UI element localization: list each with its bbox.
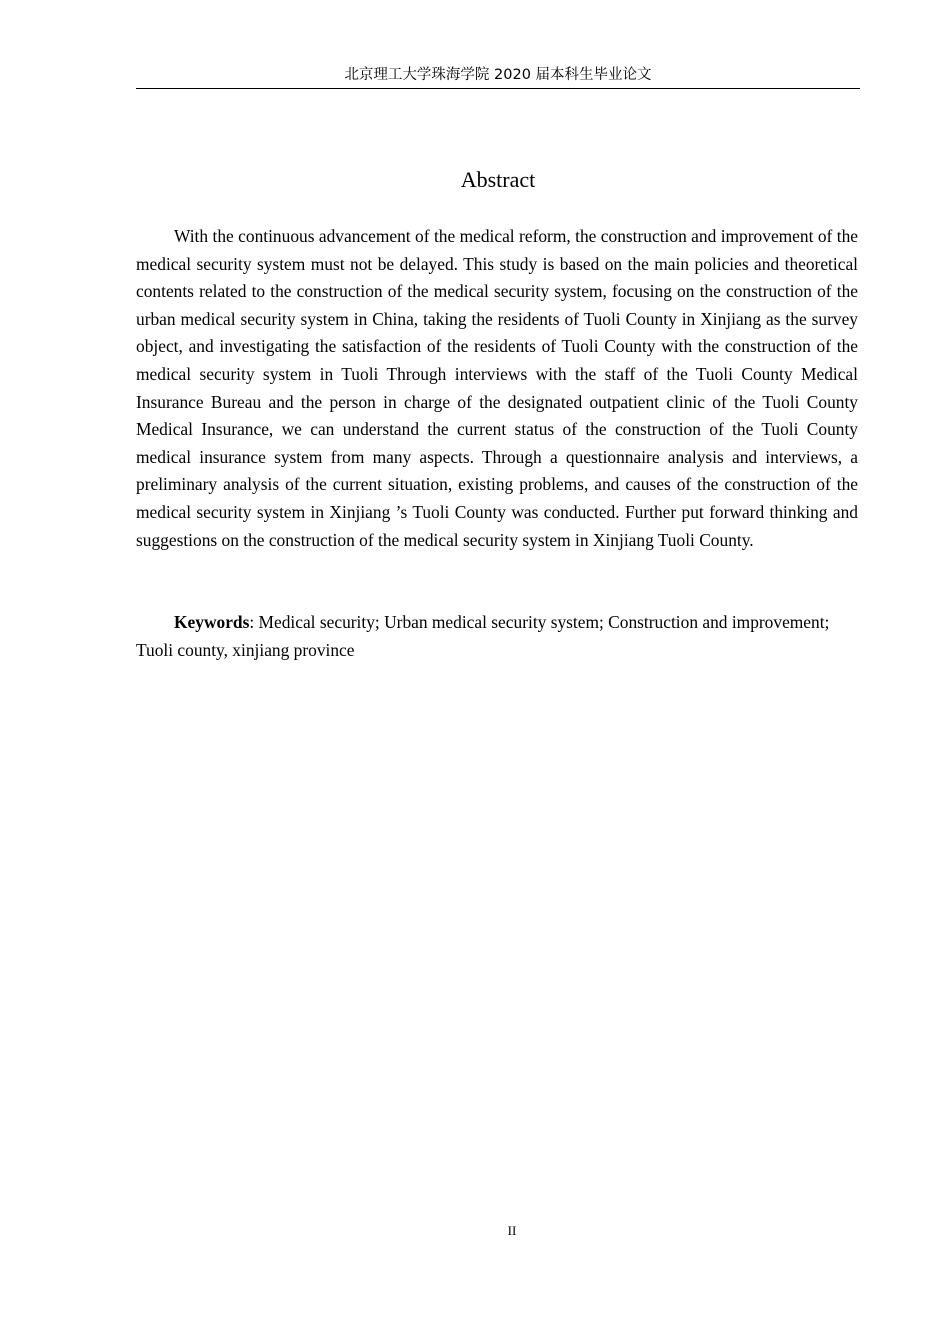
- page-number: II: [507, 1223, 517, 1238]
- keywords-text: : Medical security; Urban medical security system; Construction and improvement; Tuoli county, xinjiang province: [136, 612, 830, 660]
- page-header: [136, 66, 860, 89]
- abstract-paragraph: With the continuous advancement of the medical reform, the construction and improvement of the medical security system must not be delayed. This study is based on the main policies and theoretical contents related to the construction of the medical security system, focusing on the construction of the urban medical security system in China, taking the residents of Tuoli County in Xinjiang as the survey object, and investigating the satisfaction of the residents of Tuoli County with the construction of the medical security system in Tuoli Through interviews with the staff of the Tuoli County Medical Insurance Bureau and the person in charge of the designated outpatient clinic of the Tuoli County Medical Insurance, we can understand the current status of the construction of the Tuoli County medical insurance system from many aspects. Through a questionnaire analysis and interviews, a preliminary analysis of the current situation, existing problems, and causes of the construction of the medical security system in Xinjiang ’s Tuoli County was conducted. Further put forward thinking and suggestions on the construction of the medical security system in Xinjiang Tuoli County.: [136, 226, 858, 550]
- abstract-heading: Abstract: [460, 167, 536, 192]
- keywords-line: [136, 609, 858, 664]
- keywords-label: Keywords: [174, 612, 250, 632]
- header-title: 北京理工大学珠海学院 2020 届本科生毕业论文: [344, 67, 652, 83]
